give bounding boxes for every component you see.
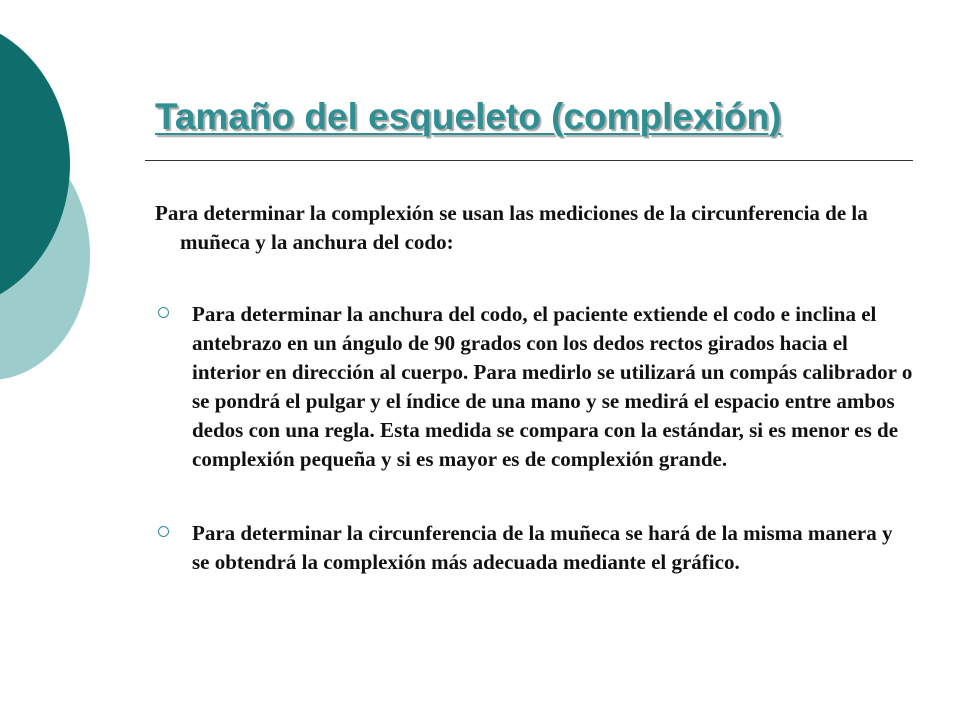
- bullet-item: [155, 519, 915, 577]
- bullet-item: [155, 300, 915, 474]
- slide-title: Tamaño del esqueleto (complexión): [155, 96, 782, 137]
- slide-body: [155, 199, 915, 577]
- intro-paragraph: Para determinar la complexión se usan las mediciones de la circunferencia de la muñeca y la anchura del codo:: [155, 201, 868, 254]
- bullet-list: [155, 300, 915, 577]
- hollow-circle-bullet-icon: [158, 307, 169, 318]
- bullet-text: Para determinar la anchura del codo, el paciente extiende el codo e inclina el antebrazo en un ángulo de 90 grados con los dedos rectos girados hacia el interior en dirección al cuerpo. Para medirlo se utilizará un compás calibrador o se pondrá el pulgar y el índice de una mano y se medirá el espacio entre ambos dedos con una regla. Esta medida se compara con la estándar, si es menor es de complexión pequeña y si es mayor es de complexión grande.: [192, 302, 913, 471]
- hollow-circle-bullet-icon: [158, 526, 169, 537]
- title-divider: [145, 160, 913, 161]
- bullet-text: Para determinar la circunferencia de la muñeca se hará de la misma manera y se obtendrá la complexión más adecuada mediante el gráfico.: [192, 521, 893, 574]
